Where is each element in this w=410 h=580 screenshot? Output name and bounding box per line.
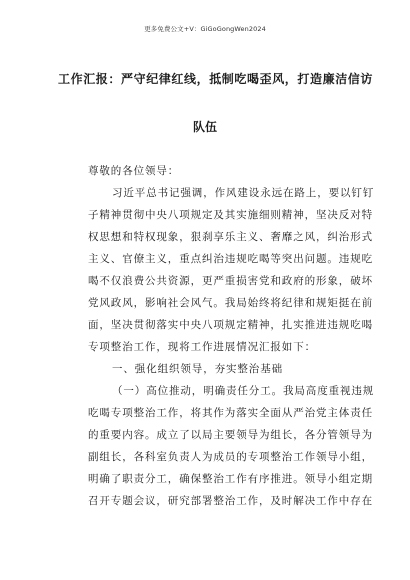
body-line: 习近平总书记强调，作风建设永远在路上，要以钉钉 (112, 187, 375, 199)
document-body (88, 160, 375, 512)
body-line: 专项整治工作，现将工作进展情况汇报如下： (88, 341, 316, 353)
body-line: 喝不仅浪费公共资源，更严重损害党和政府的形象，破坏 (88, 275, 373, 287)
body-line: 主义、官僚主义，重点纠治违规吃喝等突出问题。违规吃 (88, 253, 373, 265)
section-heading: 一、强化组织领导，夯实整治基础 (112, 363, 283, 375)
body-line: 面，坚决贯彻落实中央八项规定精神，扎实推进违规吃喝 (88, 319, 373, 331)
document-title-line-1: 工作汇报：严守纪律红线，抵制吃喝歪风，打造廉洁信访 (58, 72, 374, 86)
salutation: 尊敬的各位领导： (88, 165, 180, 177)
body-line: 子精神贯彻中央八项规定及其实施细则精神，坚决反对特 (88, 209, 373, 221)
body-line: 党风政风，影响社会风气。我局始终将纪律和规矩挺在前 (88, 297, 373, 309)
document-title-line-2: 队伍 (192, 120, 217, 134)
subsection-heading: （一）高位推动，明确责任分工。我局高度重视违规 (112, 385, 375, 397)
header-note: 更多免费公文+V：GiGoGongWen2024 (144, 25, 266, 33)
body-line: 明确了职责分工，确保整治工作有序推进。领导小组定期 (88, 473, 373, 485)
body-line: 吃喝专项整治工作，将其作为落实全面从严治党主体责任 (88, 407, 373, 419)
body-line: 副组长，各科室负责人为成员的专项整治工作领导小组， (88, 451, 373, 463)
body-line: 权思想和特权现象，狠刹享乐主义、奢靡之风，纠治形式 (88, 231, 373, 243)
body-line: 召开专题会议，研究部署整治工作，及时解决工作中存在 (88, 495, 373, 507)
body-line: 的重要内容。成立了以局主要领导为组长，各分管领导为 (88, 429, 373, 441)
